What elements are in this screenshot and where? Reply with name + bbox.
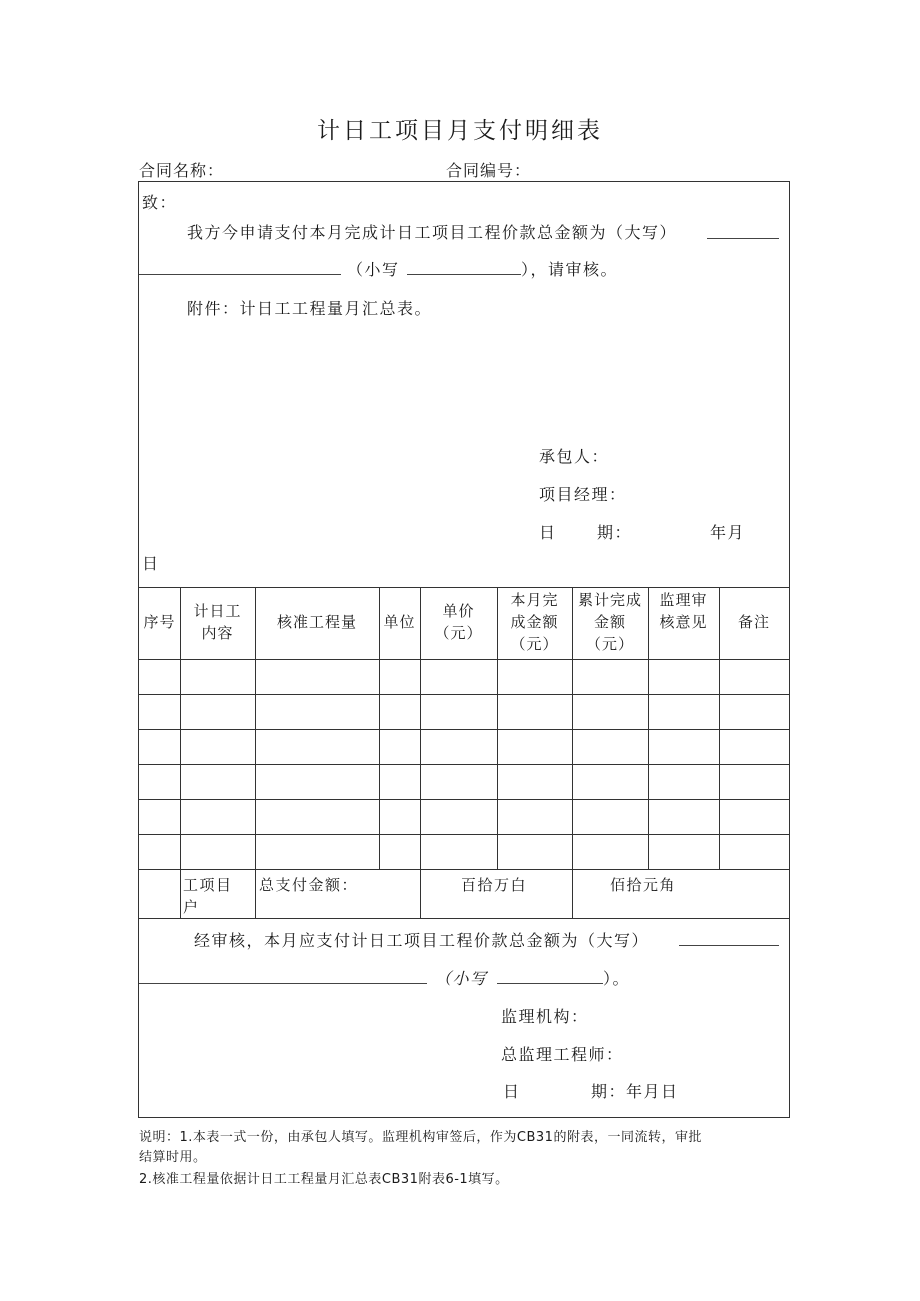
date-year-month: 年月	[710, 523, 746, 542]
application-line2-end: ），请审核。	[521, 260, 619, 279]
date-label-b: 期：	[597, 523, 633, 542]
header-unit: 单位	[383, 613, 416, 631]
note-line1: 说明：1.本表一式一份，由承包人填写。监理机构审签后，作为CB31的附表，一同流转，审批	[139, 1130, 702, 1145]
application-line1: 我方今申请支付本月完成计日工项目工程价款总金额为（大写）	[187, 223, 678, 242]
col-line	[255, 587, 256, 918]
header-unit-price: 单价 （元）	[434, 602, 483, 642]
attachment-text: 附件：计日工工程量月汇总表。	[187, 299, 433, 318]
table-row-line	[139, 869, 789, 870]
table-row-line	[139, 729, 789, 730]
review-small-open: （小写	[435, 969, 488, 988]
total-row-label-line2: 户	[183, 898, 200, 916]
date-label-a: 日	[539, 523, 557, 542]
total-amount-label: 总支付金额：	[259, 876, 359, 894]
header-cumulative-amount: 累计完成 金额 （元）	[577, 591, 642, 653]
header-review-opinion: 监理审 核意见	[659, 591, 708, 631]
header-serial: 序号	[143, 613, 176, 631]
chief-engineer-label: 总监理工程师：	[501, 1045, 624, 1064]
table-row-line	[139, 694, 789, 695]
table-row-line	[139, 764, 789, 765]
contract-no-label: 合同编号：	[446, 161, 532, 180]
note-line2: 结算时用。	[139, 1150, 207, 1165]
header-item-content: 计日工 内容	[193, 602, 242, 642]
review-amount-words-blank-1[interactable]	[679, 945, 779, 946]
amount-words-blank-1[interactable]	[707, 238, 779, 239]
table-row-line	[139, 834, 789, 835]
table-row-line	[139, 799, 789, 800]
table-top-line	[139, 587, 789, 588]
total-units-2: 佰拾元角	[610, 876, 677, 894]
contractor-label: 承包人：	[539, 447, 610, 466]
amount-words-blank-2[interactable]	[139, 274, 341, 275]
supervisor-label: 监理机构：	[501, 1007, 589, 1026]
contract-name-label: 合同名称：	[139, 161, 225, 180]
header-remarks: 备注	[737, 613, 770, 631]
header-month-amount: 本月完 成金额 （元）	[510, 591, 559, 653]
review-small-close: ）。	[603, 969, 631, 988]
review-amount-figures-blank[interactable]	[497, 983, 603, 984]
amount-figures-blank[interactable]	[407, 274, 521, 275]
review-line1: 经审核，本月应支付计日工项目工程价款总金额为（大写）	[194, 931, 650, 950]
total-units-1: 百拾万白	[461, 876, 528, 894]
date-day: 日	[142, 554, 160, 573]
header-approved-quantity: 核准工程量	[276, 613, 357, 631]
note-line3: 2.核准工程量依据计日工工程量月汇总表CB31附表6-1填写。	[139, 1172, 509, 1187]
to-label: 致：	[142, 193, 178, 212]
total-row-bottom-line	[139, 918, 789, 919]
small-amount-open: （小写	[347, 260, 400, 279]
header-bottom-line	[139, 659, 789, 660]
review-amount-words-blank-2[interactable]	[139, 983, 427, 984]
page-title: 计日工项目月支付明细表	[317, 118, 603, 144]
review-date-a: 日	[503, 1082, 521, 1101]
project-manager-label: 项目经理：	[539, 485, 627, 504]
form-sheet	[138, 181, 790, 1118]
review-date-b: 期：年月日	[591, 1082, 679, 1101]
total-row-label-line1: 工项目	[183, 876, 233, 894]
